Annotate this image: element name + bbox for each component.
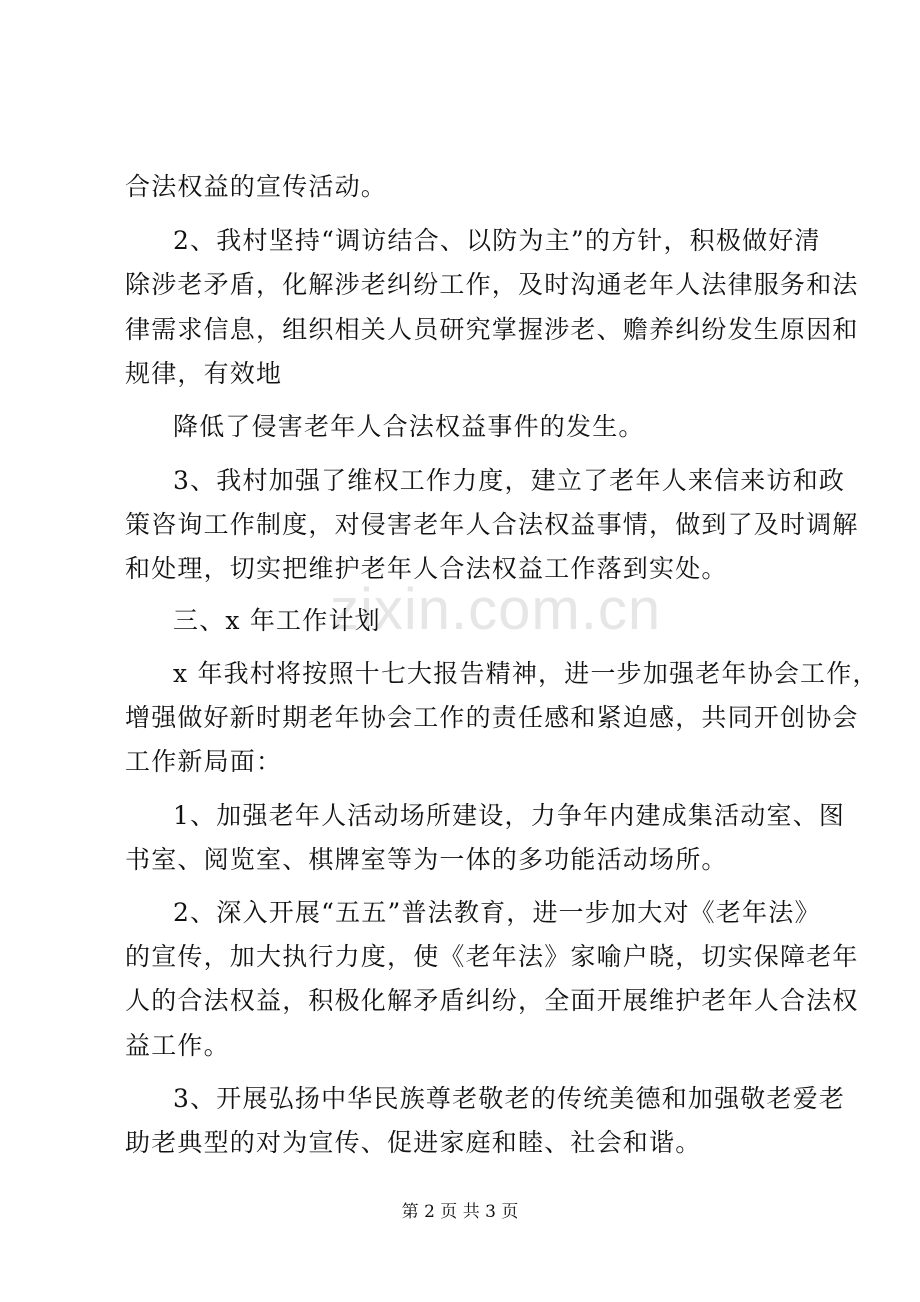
section-heading: 三、x 年工作计划 — [173, 606, 381, 635]
text-line: 助老典型的对为宣传、促进家庭和睦、社会和谐。 — [125, 1128, 702, 1157]
text-line: 策咨询工作制度，对侵害老年人合法权益事情，做到了及时调解 — [125, 510, 859, 539]
text-line: 增强做好新时期老年协会工作的责任感和紧迫感，共同开创协会 — [125, 703, 859, 732]
text-line: 降低了侵害老年人合法权益事件的发生。 — [173, 412, 645, 441]
page-footer: 第 2 页 共 3 页 — [401, 1202, 519, 1222]
text-line: 2、我村坚持“调访结合、以防为主”的方针，积极做好清 — [173, 226, 821, 255]
text-line: 2、深入开展“五五”普法教育，进一步加大对《老年法》 — [173, 898, 821, 927]
text-line: 除涉老矛盾，化解涉老纠纷工作，及时沟通老年人法律服务和法 — [125, 270, 859, 299]
text-line: 的宣传，加大执行力度，使《老年法》家喻户晓，切实保障老年 — [125, 942, 859, 971]
text-line: 益工作。 — [125, 1031, 230, 1060]
text-line: x 年我村将按照十七大报告精神，进一步加强老年协会工作， — [173, 659, 879, 688]
text-line: 书室、阅览室、棋牌室等为一体的多功能活动场所。 — [125, 845, 728, 874]
text-line: 1、加强老年人活动场所建设，力争年内建成集活动室、图 — [173, 801, 846, 830]
text-line: 3、开展弘扬中华民族尊老敬老的传统美德和加强敬老爱老 — [173, 1084, 846, 1113]
text-line: 合法权益的宣传活动。 — [125, 172, 388, 201]
text-line: 3、我村加强了维权工作力度，建立了老年人来信来访和政 — [173, 466, 846, 495]
text-line: 人的合法权益，积极化解矛盾纠纷，全面开展维护老年人合法权 — [125, 986, 859, 1015]
text-line: 规律，有效地 — [125, 359, 283, 388]
watermark: zixin.com.cn — [330, 577, 662, 642]
text-line: 和处理，切实把维护老年人合法权益工作落到实处。 — [125, 554, 728, 583]
text-line: 工作新局面： — [125, 747, 283, 776]
text-line: 律需求信息，组织相关人员研究掌握涉老、赡养纠纷发生原因和 — [125, 315, 859, 344]
